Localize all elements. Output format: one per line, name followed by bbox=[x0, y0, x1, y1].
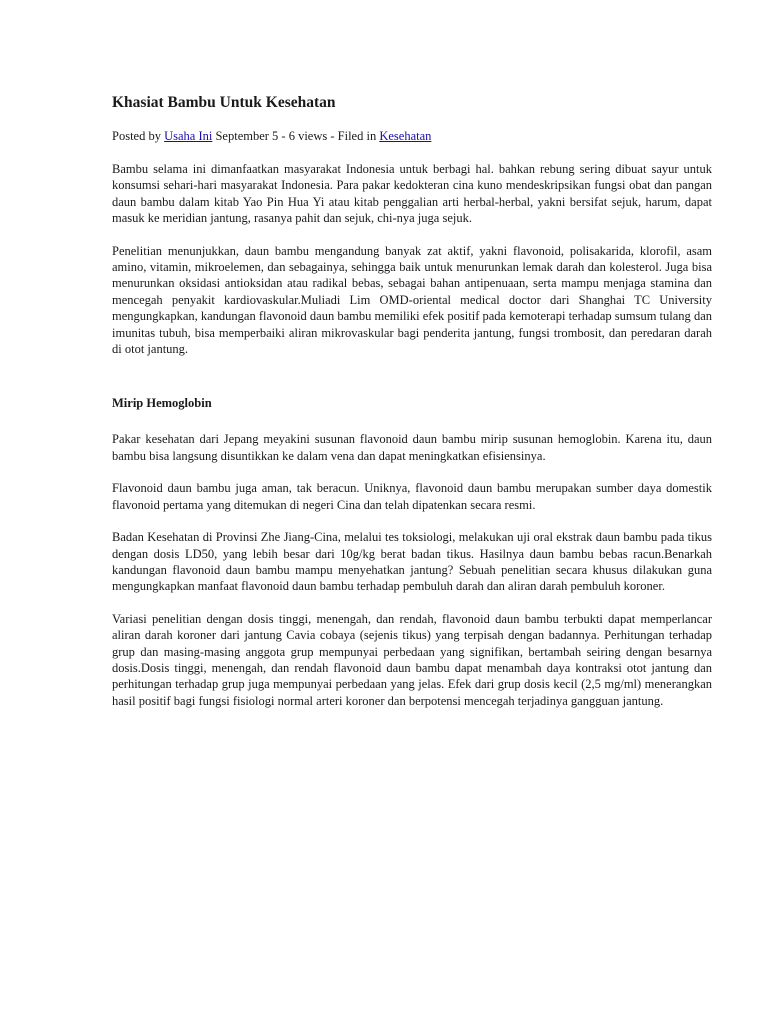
section-heading: Mirip Hemoglobin bbox=[112, 396, 212, 411]
article-meta bbox=[112, 128, 712, 145]
section-paragraph-2: Flavonoid daun bambu juga aman, tak beracun. Uniknya, flavonoid daun bambu merupakan sumber daya domestik flavonoid pertama yang ditemukan di negeri Cina dan telah dipatenkan secara resmi. bbox=[112, 481, 712, 512]
category-link[interactable]: Kesehatan bbox=[379, 129, 432, 143]
section-paragraph-4: Variasi penelitian dengan dosis tinggi, menengah, dan rendah, flavonoid daun bambu terbukti dapat memperlancar aliran darah koroner dari jantung Cavia cobaya (sejenis tikus) yang terpisah dengan badannya. Perhitungan terhadap grup dan masing-masing anggota grup mempunyai perbedaan yang signifikan, bertambah seiring dengan besarnya dosis.Dosis tinggi, menengah, dan rendah flavonoid daun bambu dapat menambah daya kontraksi otot jantung dan perhitungan terhadap grup juga mempunyai perbedaan yang jelas. Efek dari grup dosis kecil (2,5 mg/ml) menerangkan hasil positif bagi fungsi fisiologi normal arteri koroner dan berpotensi mencegah terjadinya gangguan jantung. bbox=[112, 611, 712, 708]
intro-paragraph-1: Bambu selama ini dimanfaatkan masyarakat Indonesia untuk berbagi hal. bahkan rebung sering dibuat sayur untuk konsumsi sehari-hari masyarakat Indonesia. Para pakar kedokteran cina kuno mendeskripsikan fungsi obat dan pangan daun bambu dalam kitab Yao Pin Hua Yi atau kitab penggalian arti herbal-herbal, yakni bersifat sejuk, harum, dapat masuk ke meridian jantung, rasanya pahit dan sejuk, chi-nya juga sejuk. bbox=[112, 162, 712, 226]
author-link[interactable]: Usaha Ini bbox=[164, 129, 213, 143]
article-title: Khasiat Bambu Untuk Kesehatan bbox=[112, 94, 336, 111]
section-paragraph-1: Pakar kesehatan dari Jepang meyakini susunan flavonoid daun bambu mirip susunan hemoglobin. Karena itu, daun bambu bisa langsung disuntikkan ke dalam vena dan dapat meningkatkan efisiensinya. bbox=[112, 432, 712, 463]
date-views-text: September 5 - 6 views - Filed in bbox=[215, 129, 377, 143]
posted-by-label: Posted by bbox=[112, 129, 161, 143]
article bbox=[112, 94, 712, 725]
section-paragraph-3: Badan Kesehatan di Provinsi Zhe Jiang-Cina, melalui tes toksiologi, melakukan uji oral ekstrak daun bambu pada tikus dengan dosis LD50, yang lebih besar dari 10g/kg berat badan tikus. Hasilnya daun bambu bebas racun.Benarkah kandungan flavonoid daun bambu mampu menyehatkan jantung? Sebuah penelitian secara khusus dilakukan guna mengungkapkan manfaat flavonoid daun bambu terhadap pembuluh darah dan aliran darah pembuluh koroner. bbox=[112, 530, 712, 594]
intro-paragraph-2: Penelitian menunjukkan, daun bambu mengandung banyak zat aktif, yakni flavonoid, polisakarida, klorofil, asam amino, vitamin, mikroelemen, dan sebagainya, sehingga baik untuk menurunkan lemak darah dan kolesterol. Juga bisa menurunkan oksidasi antioksidan atau radikal bebas, sebagai bahan antipenuaan, serta mampu menjaga stamina dan mencegah penyakit kardiovaskular.Muliadi Lim OMD-oriental medical doctor dari Shanghai TC University mengungkapkan, kandungan flavonoid daun bambu memiliki efek positif pada kemoterapi terhadap sumsum tulang dan imunitas tubuh, bisa memperbaiki aliran mikrovaskular bagi penderita jantung, fungsi trombosit, dan peredaran darah di otot jantung. bbox=[112, 243, 712, 357]
